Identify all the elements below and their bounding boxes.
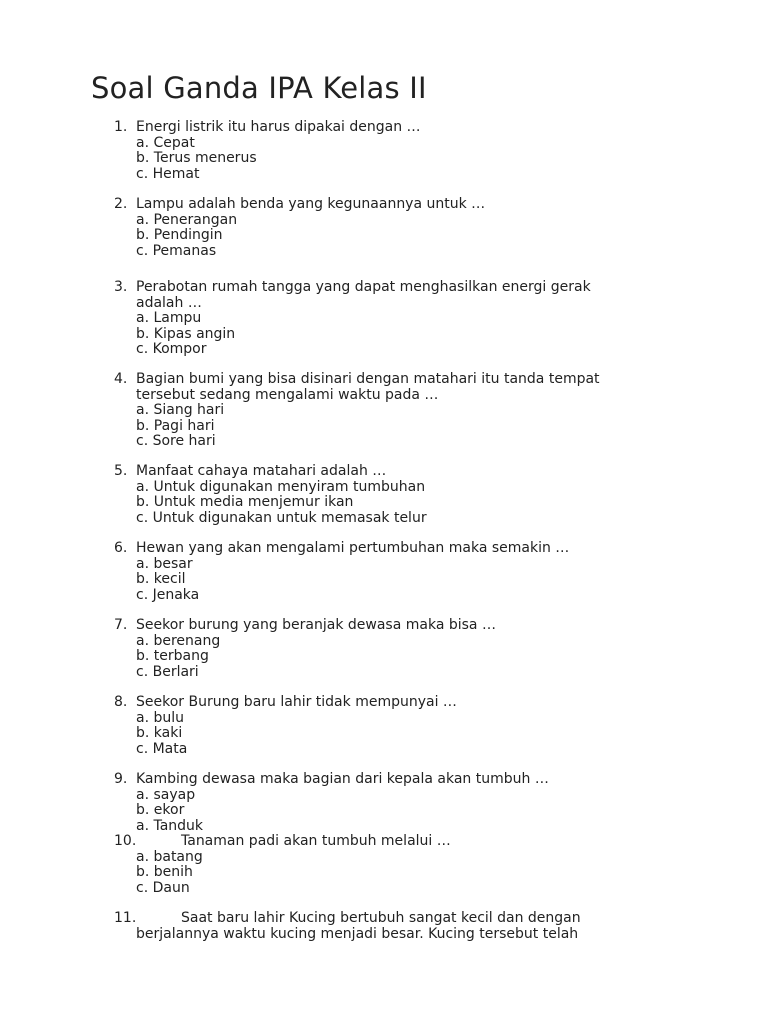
option-b: b. kaki (136, 725, 183, 741)
option-a: a. berenang (136, 632, 221, 649)
option-c: c. Pemanas (136, 242, 217, 259)
question-text-line-2: tersebut sedang mengalami waktu pada … (136, 386, 439, 403)
question-text: Kambing dewasa maka bagian dari kepala akan tumbuh … (136, 771, 549, 787)
option-b: b. Kipas angin (136, 325, 236, 342)
question-text: Bagian bumi yang bisa disinari dengan matahari itu tanda tempat (136, 371, 600, 387)
question-number: 7. (114, 617, 128, 633)
question-text-line-2: berjalannya waktu kucing menjadi besar. Kucing tersebut telah (136, 925, 579, 942)
question-number: 8. (114, 694, 128, 710)
question-number: 4. (114, 371, 128, 387)
option-c: c. Untuk digunakan untuk memasak telur (136, 509, 427, 526)
option-b: b. Untuk media menjemur ikan (136, 494, 354, 510)
question-number: 3. (114, 279, 128, 295)
option-a: a. Lampu (136, 310, 202, 326)
option-b: b. benih (136, 864, 193, 880)
option-a: a. Penerangan (136, 211, 238, 228)
option-c: c. Kompor (136, 341, 207, 357)
question-text: Energi listrik itu harus dipakai dengan … (136, 119, 421, 135)
question-text: Hewan yang akan mengalami pertumbuhan maka semakin … (136, 540, 570, 556)
option-a: a. Cepat (136, 134, 195, 151)
question-number: 6. (114, 540, 128, 556)
option-c: a. Tanduk (136, 817, 204, 834)
question-number: 1. (114, 119, 128, 135)
option-b: b. Pagi hari (136, 417, 215, 434)
option-b: b. terbang (136, 648, 209, 664)
option-c: c. Berlari (136, 663, 199, 680)
question-text: Lampu adalah benda yang kegunaannya untuk … (136, 196, 486, 212)
option-c: c. Jenaka (136, 586, 200, 603)
question-text: Seekor Burung baru lahir tidak mempunyai … (136, 694, 457, 710)
question-number: 5. (114, 463, 128, 479)
question-number: 9. (114, 771, 128, 787)
question-text: Manfaat cahaya matahari adalah … (136, 463, 387, 479)
document-title: Soal Ganda IPA Kelas II (91, 71, 427, 105)
option-c: c. Mata (136, 740, 188, 757)
question-number: 2. (114, 196, 128, 212)
option-c: c. Hemat (136, 165, 200, 182)
question-text-line-2: adalah … (136, 294, 202, 311)
option-b: b. ekor (136, 802, 185, 818)
question-number: 11. (114, 910, 137, 926)
option-b: b. kecil (136, 571, 186, 587)
option-c: c. Sore hari (136, 433, 216, 449)
option-a: a. besar (136, 555, 193, 572)
question-text: Saat baru lahir Kucing bertubuh sangat kecil dan dengan (181, 910, 581, 926)
question-text: Tanaman padi akan tumbuh melalui … (181, 833, 451, 849)
option-c: c. Daun (136, 879, 190, 896)
option-a: a. Siang hari (136, 402, 225, 418)
question-text: Perabotan rumah tangga yang dapat menghasilkan energi gerak (136, 279, 591, 295)
option-b: b. Pendingin (136, 227, 223, 243)
option-a: a. batang (136, 848, 203, 865)
option-a: a. Untuk digunakan menyiram tumbuhan (136, 478, 426, 495)
option-a: a. bulu (136, 709, 185, 726)
question-text: Seekor burung yang beranjak dewasa maka bisa … (136, 617, 496, 633)
option-a: a. sayap (136, 786, 196, 803)
question-number: 10. (114, 833, 137, 849)
option-b: b. Terus menerus (136, 150, 257, 166)
